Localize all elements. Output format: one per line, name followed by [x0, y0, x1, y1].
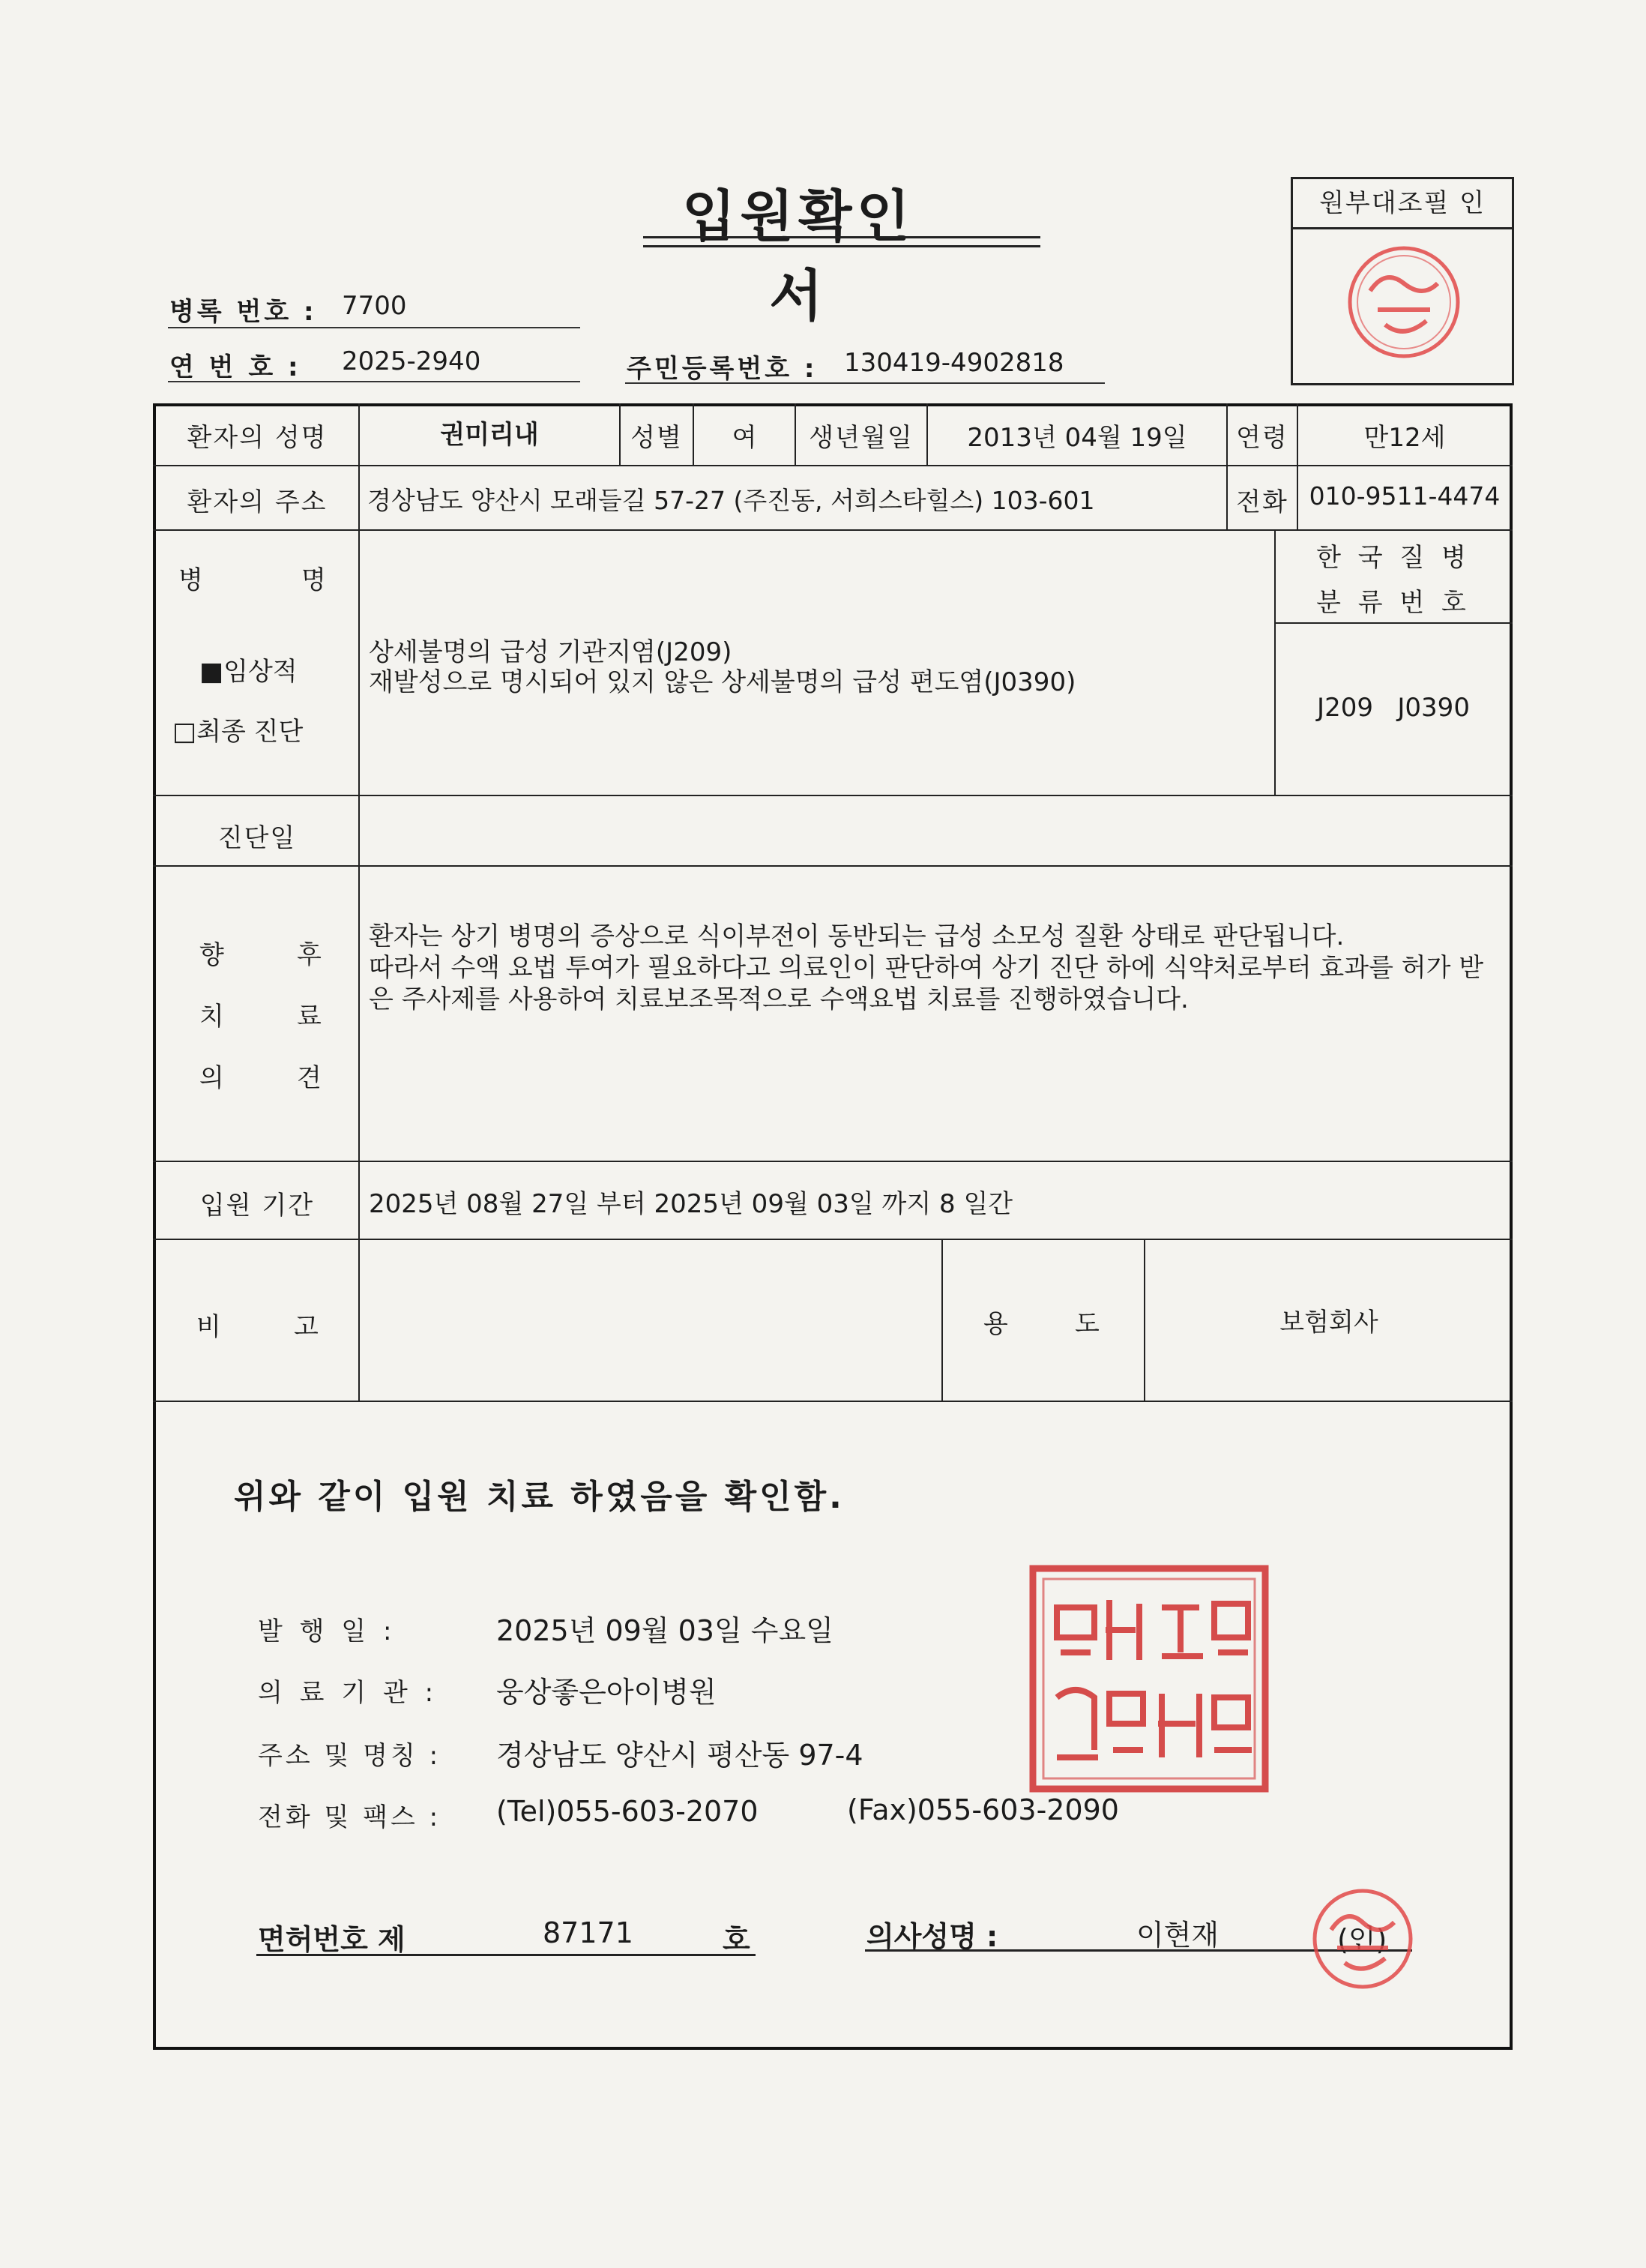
doctor-label: 의사성명 : [866, 1920, 998, 1953]
serial-no-underline [168, 381, 580, 382]
patient-name: 권미리내 [440, 420, 539, 450]
row-divider [153, 795, 1513, 796]
sex-label: 성별 [630, 423, 683, 453]
approval-label: 원부대조필 인 [1291, 177, 1514, 229]
disease-label-1: 병 [178, 565, 205, 595]
issue-date-value: 2025년 09월 03일 수요일 [496, 1614, 833, 1647]
address-label: 환자의 주소 [187, 487, 328, 517]
kcd-label-1: 한 국 질 병 [1316, 543, 1471, 573]
opinion-text: 환자는 상기 병명의 증상으로 식이부전이 동반되는 급성 소모성 질환 상태로 판단됩니다. 따라서 수액 요법 투여가 필요하다고 의료인이 판단하여 상기 진단 하에 식약처로부터 효과를 허가 받은 주사제를 사용하여 치료보조목적으로 수액요법 치료를 진행하였습니다. [369, 921, 1484, 1014]
serial-no-value: 2025-2940 [342, 346, 481, 376]
opinion-label-char: 의 [199, 1063, 226, 1093]
col-divider [941, 1239, 943, 1401]
chart-no-underline [168, 327, 580, 328]
row-divider [153, 1161, 1513, 1162]
chart-no-value: 7700 [342, 291, 407, 321]
opinion-label-char: 료 [297, 1002, 323, 1032]
inst-address-label: 주소 및 명칭 : [258, 1741, 441, 1771]
purpose-label-1: 용 [983, 1309, 1010, 1339]
row-divider [153, 529, 1513, 531]
opinion-label-char: 치 [199, 1002, 226, 1032]
remarks-label-2: 고 [294, 1312, 320, 1342]
doctor-seal-mark: (인) [1337, 1923, 1387, 1956]
confirm-statement: 위와 같이 입원 치료 하였음을 확인함. [234, 1478, 845, 1516]
row-divider [1274, 622, 1513, 624]
final-diagnosis-checkbox: □최종 진단 [172, 717, 304, 747]
title-underline-double [643, 245, 1040, 247]
patient-name-label: 환자의 성명 [187, 423, 328, 453]
inst-address-value: 경상남도 양산시 평산동 97-4 [496, 1739, 863, 1772]
row-divider [153, 465, 1513, 466]
fax-value: (Fax)055-603-2090 [847, 1793, 1119, 1826]
chart-no-label: 병록 번호 : [169, 297, 317, 327]
license-number: 87171 [543, 1916, 633, 1949]
col-divider [358, 403, 360, 1401]
hospital-seal-square-icon [1027, 1562, 1271, 1795]
row-divider [153, 1401, 1513, 1402]
sex-value: 여 [732, 423, 757, 453]
clinical-diagnosis-checkbox: ■임상적 [199, 657, 298, 687]
kcd-label-2: 분 류 번 호 [1316, 588, 1471, 618]
resident-no-label: 주민등록번호 : [627, 354, 818, 384]
hospital-seal-round-icon [1340, 238, 1468, 366]
row-divider [153, 1239, 1513, 1240]
title-underline [643, 236, 1040, 238]
institution-label: 의 료 기 관 : [258, 1678, 438, 1708]
remarks-label-1: 비 [196, 1312, 223, 1342]
admission-period-value: 2025년 08월 27일 부터 2025년 09월 03일 까지 8 일간 [369, 1189, 1013, 1219]
disease-label-2: 명 [301, 565, 328, 595]
doctor-name: 이현재 [1136, 1919, 1220, 1952]
resident-no-value: 130419-4902818 [844, 348, 1064, 378]
serial-no-label: 연 번 호 : [169, 352, 301, 382]
purpose-label-2: 도 [1075, 1309, 1101, 1339]
row-divider [153, 865, 1513, 867]
kcd-codes: J209 J0390 [1317, 693, 1470, 723]
license-suffix: 호 [723, 1923, 750, 1956]
disease-line-1: 상세불명의 급성 기관지염(J209) [369, 637, 732, 667]
doctor-seal-round-icon [1303, 1879, 1423, 1999]
age-value: 만12세 [1363, 423, 1446, 453]
document-title: 입원확인서 [682, 184, 914, 328]
opinion-label-char: 후 [297, 940, 323, 970]
disease-line-2: 재발성으로 명시되어 있지 않은 상세불명의 급성 편도염(J0390) [369, 667, 1076, 697]
opinion-label-char: 견 [297, 1063, 323, 1093]
age-label: 연령 [1236, 423, 1288, 453]
phone-value: 010-9511-4474 [1309, 481, 1501, 511]
purpose-value: 보험회사 [1279, 1308, 1378, 1338]
address-value: 경상남도 양산시 모래들길 57-27 (주진동, 서희스타힐스) 103-601 [367, 486, 1095, 515]
tel-value: (Tel)055-603-2070 [496, 1795, 759, 1828]
license-label: 면허번호 제 [258, 1923, 406, 1956]
diagnosis-date-label: 진단일 [217, 823, 297, 853]
admission-period-label: 입원 기간 [199, 1191, 315, 1221]
dob-label: 생년월일 [809, 423, 914, 453]
resident-no-underline [625, 382, 1105, 384]
tel-fax-label: 전화 및 팩스 : [258, 1802, 441, 1832]
phone-label: 전화 [1236, 487, 1288, 517]
issue-date-label: 발 행 일 : [258, 1616, 397, 1646]
dob-value: 2013년 04월 19일 [967, 423, 1187, 453]
opinion-label-char: 향 [199, 940, 226, 970]
license-underline [256, 1954, 756, 1956]
institution-value: 웅상좋은아이병원 [496, 1676, 717, 1709]
